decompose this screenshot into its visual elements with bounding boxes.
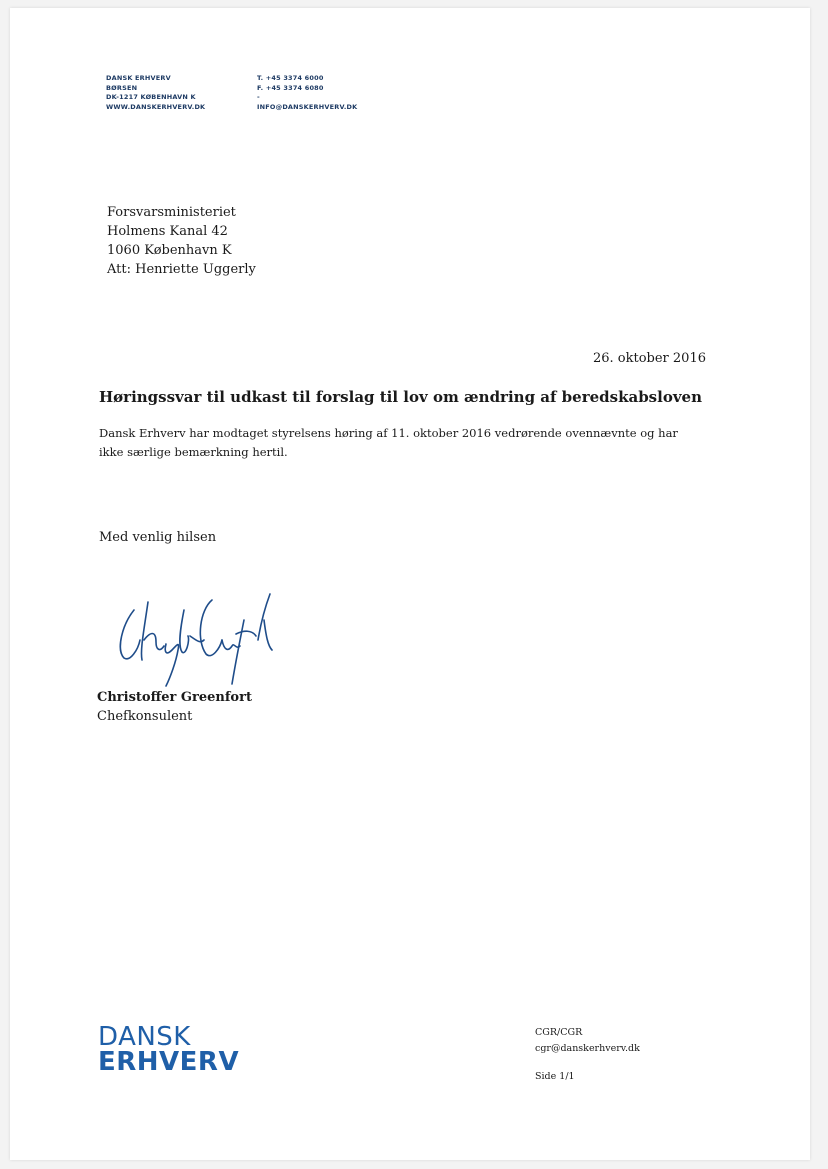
letterhead-postcode: DK-1217 KØBENHAVN K bbox=[106, 93, 196, 101]
letterhead-address bbox=[106, 74, 205, 112]
footer-page-number: Side 1/1 bbox=[535, 1071, 575, 1082]
letterhead-contact bbox=[257, 74, 357, 112]
letter-body: Dansk Erhverv har modtaget styrelsens høring af 11. oktober 2016 vedrørende ovennævnte og har ikke særlige bemærkning hertil. bbox=[99, 426, 678, 459]
letterhead-email: INFO@DANSKERHVERV.DK bbox=[257, 102, 358, 111]
logo-line-1: DANSK bbox=[98, 1022, 191, 1052]
letterhead-phone: T. +45 3374 6000 bbox=[257, 74, 324, 82]
logo-line-2: ERHVERV bbox=[98, 1047, 240, 1077]
signer-name: Christoffer Greenfort bbox=[97, 690, 252, 705]
recipient-line: Forsvarsministeriet bbox=[107, 205, 236, 220]
handwritten-signature bbox=[104, 580, 289, 695]
footer-reference: CGR/CGR bbox=[535, 1027, 583, 1038]
recipient-line: 1060 København K bbox=[107, 243, 232, 258]
letterhead-building: BØRSEN bbox=[106, 83, 138, 92]
dansk-erhverv-logo bbox=[98, 1022, 240, 1077]
letterhead-dash: - bbox=[257, 93, 260, 101]
footer-email: cgr@danskerhverv.dk bbox=[535, 1043, 640, 1054]
signer-title: Chefkonsulent bbox=[97, 709, 193, 724]
letter-subject: Høringssvar til udkast til forslag til lov om ændring af beredskabsloven bbox=[99, 388, 702, 406]
letterhead-company: DANSK ERHVERV bbox=[106, 74, 171, 82]
letterhead-fax: F. +45 3374 6080 bbox=[257, 83, 324, 92]
letter-date: 26. oktober 2016 bbox=[592, 351, 706, 366]
closing-greeting: Med venlig hilsen bbox=[99, 530, 217, 545]
recipient-address bbox=[107, 203, 256, 279]
recipient-line: Holmens Kanal 42 bbox=[107, 224, 228, 239]
letterhead-website: WWW.DANSKERHVERV.DK bbox=[106, 102, 206, 111]
letter-footer bbox=[535, 1025, 640, 1085]
recipient-line: Att: Henriette Uggerly bbox=[107, 262, 256, 277]
